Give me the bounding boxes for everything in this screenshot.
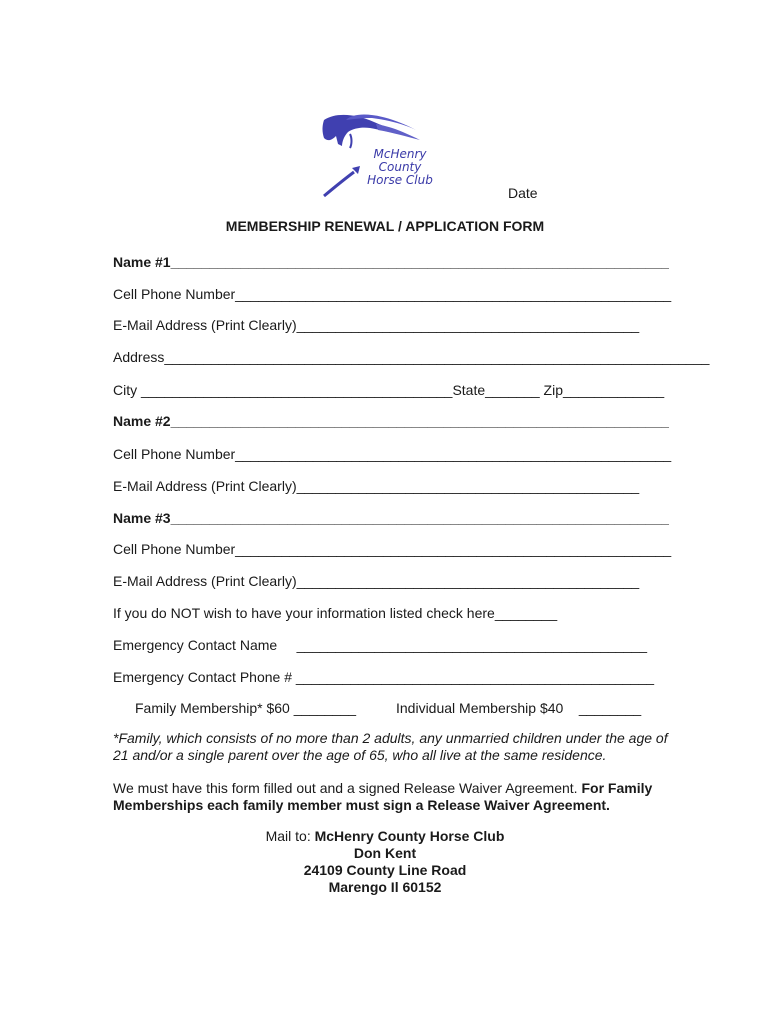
mail-org: McHenry County Horse Club: [314, 828, 505, 844]
city-state-zip-field[interactable]: City ________________________________________State_______ Zip_____________: [113, 382, 665, 398]
mail-name: Don Kent: [353, 845, 417, 861]
family-membership-field[interactable]: Family Membership* $60 ________: [135, 700, 357, 716]
waiver-notice-bold: For Family Memberships each family member must sign a Release Waiver Agreement.: [113, 780, 653, 813]
date-label: Date: [508, 185, 538, 201]
mail-prefix: Mail to:: [265, 828, 311, 844]
waiver-notice: [113, 780, 668, 814]
mail-street: 24109 County Line Road: [303, 862, 467, 878]
waiver-notice-plain: We must have this form filled out and a signed Release Waiver Agreement.: [113, 780, 578, 796]
email3-field[interactable]: E-Mail Address (Print Clearly)____________________________________________: [113, 573, 640, 589]
name3-field[interactable]: Name #3________________________________________________________________: [113, 510, 669, 526]
email2-field[interactable]: E-Mail Address (Print Clearly)____________________________________________: [113, 478, 640, 494]
name1-field[interactable]: Name #1________________________________________________________________: [113, 254, 669, 270]
cell1-field[interactable]: Cell Phone Number________________________________________________________: [113, 286, 672, 302]
optout-field[interactable]: If you do NOT wish to have your information listed check here________: [113, 605, 558, 621]
mail-city: Marengo Il 60152: [328, 879, 442, 895]
emergency-phone-field[interactable]: Emergency Contact Phone # ______________________________________________: [113, 669, 655, 685]
name2-field[interactable]: Name #2________________________________________________________________: [113, 413, 669, 429]
club-logo: [316, 110, 436, 200]
family-note: *Family, which consists of no more than 2 adults, any unmarried children under the age of 21 and/or a single parent over the age of 65, who all live at the same residence.: [113, 730, 668, 763]
mailing-address: [0, 828, 770, 896]
logo-line: Horse Club: [367, 173, 433, 187]
logo-line: McHenry: [373, 147, 427, 161]
address-field[interactable]: Address______________________________________________________________________: [113, 349, 710, 365]
cell2-field[interactable]: Cell Phone Number________________________________________________________: [113, 446, 672, 462]
logo-text: [364, 148, 436, 187]
logo-line: County: [378, 160, 422, 174]
email1-field[interactable]: E-Mail Address (Print Clearly)____________________________________________: [113, 317, 640, 333]
emergency-name-field[interactable]: Emergency Contact Name _____________________________________________: [113, 637, 648, 653]
individual-membership-field[interactable]: Individual Membership $40 ________: [396, 700, 642, 716]
cell3-field[interactable]: Cell Phone Number________________________________________________________: [113, 541, 672, 557]
page-title: MEMBERSHIP RENEWAL / APPLICATION FORM: [225, 218, 545, 234]
